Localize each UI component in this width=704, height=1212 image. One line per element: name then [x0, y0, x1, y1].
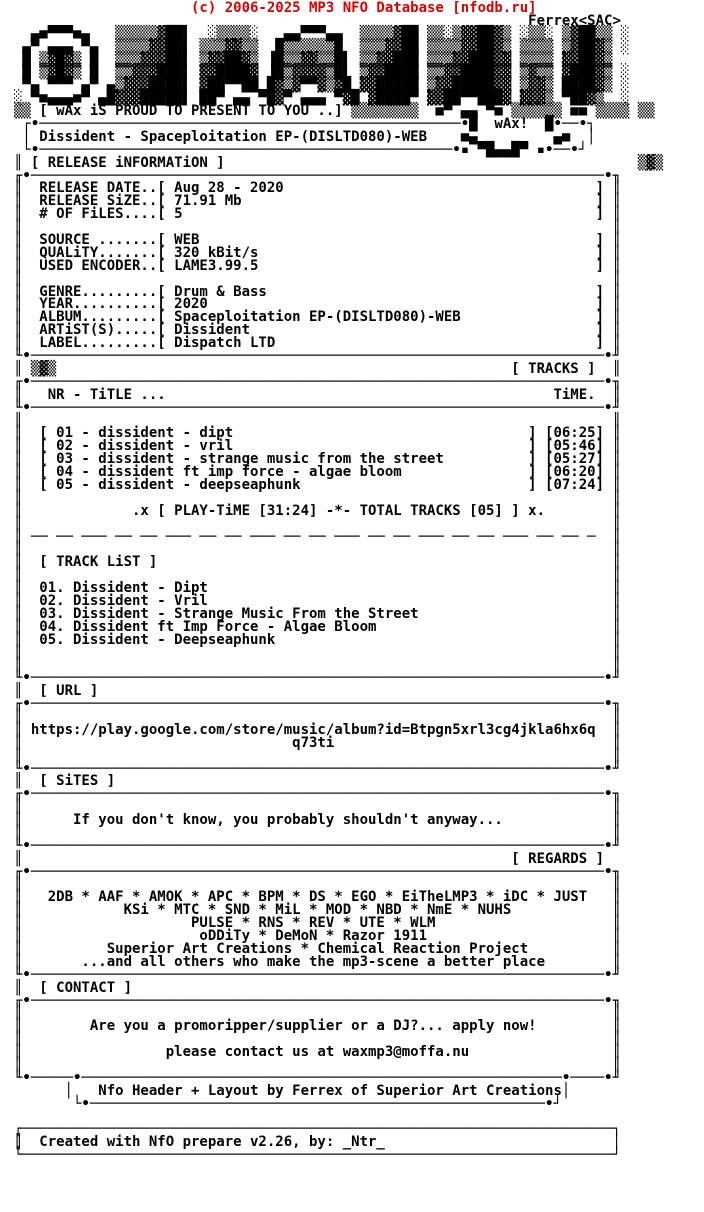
regards-line: ║ PULSE * RNS * REV * UTE * WLM ║ [14, 915, 621, 932]
nfo-line: ║ ║ [14, 708, 621, 725]
track-list-row: ║ 02. Dissident - Vril ║ [14, 592, 621, 609]
release-info-field: ║ LABEL.........[ Dispatch LTD ] ║ [14, 335, 621, 352]
box-border: ╙•────────────────────────────────────────────────────────────────────•╜ [14, 966, 621, 983]
url-line: ║ q73ti ║ [14, 734, 621, 751]
regards-line: ║ oDDiTy * DeMoN * Razor 1911 ║ [14, 928, 621, 945]
footer-credit: │ Nfo Header + Layout by Ferrex of Superior Art Creations│ [14, 1082, 571, 1099]
box-border: ╙•────────────────────────────────────────────────────────────────────•╜ [14, 399, 621, 416]
created-with-line: ║ Created with NfO prepare v2.26, by: _Ntr_ │ [14, 1134, 621, 1151]
nfo-line: ║ ║ [14, 876, 621, 893]
track-list-row: ║ 01. Dissident - Dipt ║ [14, 580, 621, 597]
title-box-bottom: └•─────────────────────────────────────────────────•▪ ▀█▄▄█▀ ▪•──•┘ [14, 141, 588, 158]
box-border: ╙•────────────────────────────────────────────────────────────────────•╜ [14, 670, 621, 687]
release-title: │ Dissident - Spaceploitation EP-(DISLTD080)-WEB ■▄ ▄■ │ [14, 128, 596, 145]
nfo-line: ║ ║ [14, 1031, 621, 1048]
box-border: ╙•─────•─────────────────────────────────────────────────────────•────•╜ [14, 1069, 621, 1086]
copyright-line: (c) 2006-2025 MP3 NFO Database [nfodb.ru] [14, 0, 537, 16]
nfo-line: ║ ║ [14, 541, 621, 558]
nfo-line: ║ ║ [14, 747, 621, 764]
track-row: ║ [ 03 - dissident - strange music from the street ] [05:27] ║ [14, 451, 621, 468]
artist-credit: Ferrex<SAC> [14, 12, 621, 29]
created-box-bottom: └──────────────────────────────────────────────────────────────────────┘ [14, 1147, 621, 1164]
section-header-release-information: ║ [ RELEASE iNFORMATiON ] ▒▓▒ [14, 154, 664, 171]
section-header-tracks: ║ ▒▓▒ [ TRACKS ] ║ [14, 360, 621, 377]
logo-ascii-art: ▀▄ ▀▀▀ ▄▀ ▄▒▓▓▓████▌ ▓██▀▀██ █▓▒▓▀▀▓▒▓█ ▓▓█████ ▒▓▓█████▓▓ ▒▓▓▒ ████▓▒ ░ [14, 77, 630, 94]
track-list-row: ║ 04. Dissident ft Imp Force - Algae Bloom ║ [14, 618, 621, 635]
release-info-field: ║ USED ENCODER..[ LAME3.99.5 ] ║ [14, 257, 621, 274]
url-line: ║ https://play.google.com/store/music/album?id=Btpgn5xrl3cg4jkla6hx6q ║ [14, 721, 621, 738]
box-border: ╙•────────────────────────────────────────────────────────────────────•╜ [14, 760, 621, 777]
release-info-field: ║ RELEASE DATE..[ Aug 28 - 2020 ] ║ [14, 180, 621, 197]
regards-line: ║ ...and all others who make the mp3-scene a better place ║ [14, 953, 621, 970]
nfo-line: ║ ║ [14, 270, 621, 287]
playtime-line: ║ .x [ PLAY-TiME [31:24] -*- TOTAL TRACKS [05] ] x. ║ [14, 502, 621, 519]
tracks-column-headers: ║ NR - TiTLE ... TiME. ║ [14, 386, 621, 403]
logo-ascii-art: █ ▒▓█▓▒ █ ▒▒▓▓▓███▌ ▓▓████▓ ▐█▒▓▓▓▓▒█▌ ▒▓▓████ ▒▒▓▓████▓▓ ▒▓▒▒ ▓███▓▒ ░ [14, 64, 630, 81]
track-row: ║ [ 02 - dissident - vril ] [05:46] ║ [14, 438, 621, 455]
box-border: ╓•────────────────────────────────────────────────────────────────────•╖ [14, 863, 621, 880]
box-border: ╓•────────────────────────────────────────────────────────────────────•╖ [14, 373, 621, 390]
logo-ascii-art: ▄▀ ▄▄▄ ▀▄ ▒▒▒▒▓▓██▌ ▒▒▒▓▓▒▒ █▒▒▒▒▒▒█ ▒▒▒▓▓██ ▒▒▒▒▓▓██▓▒ ▒▒▒▒ ▒▓██▓▒ ░ [14, 38, 630, 55]
dashed-separator: ║ ── ── ─── ── ── ─── ── ── ─── ── ── ─── ── ── ─── ── ── ─── ── ── ─ ║ [14, 528, 621, 545]
contact-line: ║ Are you a promoripper/supplier or a DJ?... apply now! ║ [14, 1018, 621, 1035]
contact-line: ║ please contact us at waxmp3@moffa.nu ║ [14, 1044, 621, 1061]
nfo-line: ║ ║ [14, 644, 621, 661]
sites-text: ║ If you don't know, you probably shouldn't anyway... ║ [14, 812, 621, 829]
box-border: ╙•────────────────────────────────────────────────────────────────────•╜ [14, 837, 621, 854]
nfo-line: ║ ║ [14, 825, 621, 841]
release-info-field: ║ ARTiST(S).....[ Dissident ] ║ [14, 322, 621, 339]
release-info-field: ║ GENRE.........[ Drum & Bass ] ║ [14, 283, 621, 300]
logo-ascii-art: ▄■▀▀▀■▄ ▒▒▒▒▒▓██▌ ░▒▒▒▒░ ▄▄▀▀▀▄▄ ▒▒▒▒▓██ ▒▒░▒▓▓██▓▒ ░▒▒░ ▒▓██▒▒ ░ [14, 25, 630, 42]
release-info-field: ║ # OF FiLES....[ 5 ] ║ [14, 206, 621, 223]
nfo-line: ║ ║ [14, 412, 621, 429]
track-list-row: ║ 03. Dissident - Strange Music From the Street ║ [14, 605, 621, 622]
box-border: ╓•────────────────────────────────────────────────────────────────────•╖ [14, 696, 621, 713]
section-header-track-list: ║ [ TRACK LiST ] ║ [14, 554, 621, 571]
created-box-top: ┌──────────────────────────────────────────────────────────────────────┐ [14, 1121, 621, 1138]
nfo-line: ║ ║ [14, 1057, 621, 1074]
regards-line: ║ KSi * MTC * SND * MiL * MOD * NBD * NmE * NUHS ║ [14, 902, 621, 919]
box-border: ╓•────────────────────────────────────────────────────────────────────•╖ [14, 786, 621, 803]
section-header-contact: ║ [ CONTACT ] [14, 979, 133, 996]
regards-line: ║ 2DB * AAF * AMOK * APC * BPM * DS * EGO * EiTheLMP3 * iDC * JUST ║ [14, 889, 621, 906]
regards-line: ║ Superior Art Creations * Chemical Reaction Project ║ [14, 941, 621, 958]
logo-ascii-art: ░ ▀■▄▄▄■▀ ▄█▓▓▓█████▌ ██▀ ▄▄ ▀█▓▀ ▄▄▄ ▀▓█ ▓████▀ ▓▓██▀▀███▓ ▓▓▓▒ ▀██▓▒ ░ [14, 90, 630, 107]
box-border: └•──────────────────────────────────────────────────────•┘ [14, 1095, 562, 1112]
release-info-field: ║ YEAR..........[ 2020 ] ║ [14, 296, 621, 313]
release-info-field: ║ ALBUM.........[ Spaceploitation EP-(DISLTD080)-WEB ] ║ [14, 309, 621, 326]
nfo-line: ║ ║ [14, 219, 621, 236]
nfo-line: ║ ║ [14, 515, 621, 532]
logo-ascii-art: █ ▒▓█▓▒ █ ▒▒▒▓▓▓██▌ ▒▓▓██▓▒ ▐█▒▒▓▓▒▒█▌ ▒▒▓▓███ ▒▒▒▓▓███▓▓ ▒▒▒▒ ▓▓██▓▒ [14, 51, 630, 68]
box-border: ╙•────────────────────────────────────────────────────────────────────•╜ [14, 348, 621, 365]
box-border: ╓•────────────────────────────────────────────────────────────────────•╖ [14, 992, 621, 1009]
release-info-field: ║ SOURCE .......[ WEB ] ║ [14, 232, 621, 249]
nfo-line: ║ ║ [14, 657, 621, 674]
nfo-line: ║ ║ [14, 567, 621, 584]
nfo-line: ║ ║ [14, 489, 621, 506]
release-info-field: ║ RELEASE SiZE..[ 71.91 Mb ] ║ [14, 193, 621, 210]
title-box-top: ┌•──────────────────────────────────────────────────•█ wAx! █•──•┐ [14, 116, 596, 133]
presents-line: ▒▒ [ wAx iS PROUD TO PRESENT TO YOU ..] ▒▒▒▒▒▒▒▒ ■▀ ▄▄ ▀■ ▒▒▒▒▒▒ ■■ ▒▒▒▒ ▒▒ [14, 103, 655, 120]
box-border: ╓•────────────────────────────────────────────────────────────────────•╖ [14, 167, 621, 184]
nfo-line: ║ ║ [14, 1005, 621, 1022]
nfo-line: ║ ║ [14, 799, 621, 816]
section-header-sites: ║ [ SiTES ] [14, 773, 116, 790]
section-header-url: ║ [ URL ] [14, 683, 99, 700]
track-row: ║ [ 05 - dissident - deepseaphunk ] [07:24] ║ [14, 476, 621, 493]
release-info-field: ║ QUALiTY.......[ 320 kBit/s ] ║ [14, 244, 621, 261]
track-row: ║ [ 01 - dissident - dipt ] [06:25] ║ [14, 425, 621, 442]
track-list-row: ║ 05. Dissident - Deepseaphunk ║ [14, 631, 621, 648]
track-row: ║ [ 04 - dissident ft imp force - algae bloom ] [06:20] ║ [14, 464, 621, 481]
section-header-regards: ║ [ REGARDS ] [14, 850, 605, 867]
